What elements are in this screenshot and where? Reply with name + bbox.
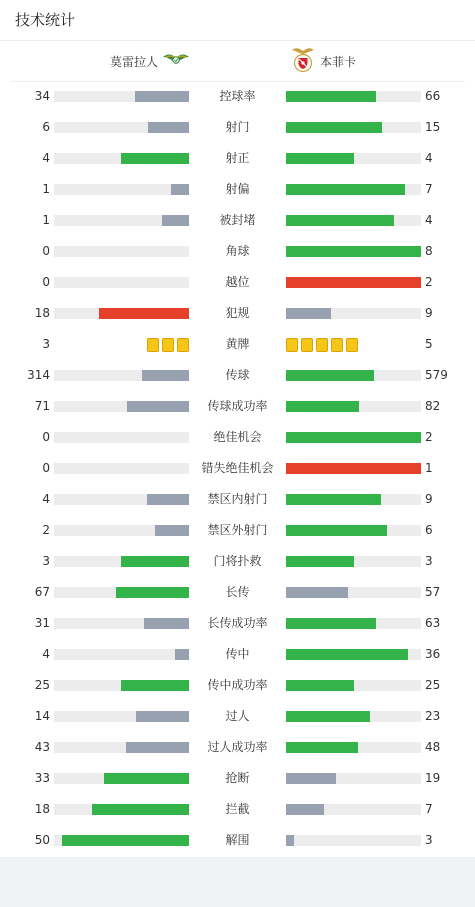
- away-stat-value: 23: [425, 709, 441, 723]
- moreirense-crest-icon: [162, 51, 190, 71]
- away-stat-bar: [286, 246, 421, 257]
- home-stat-bar: [121, 556, 189, 567]
- away-stat-bar: [286, 649, 408, 660]
- stat-row: [0, 112, 475, 143]
- away-stat-bar: [286, 618, 376, 629]
- home-stat-bar: [92, 804, 189, 815]
- stat-row: [0, 763, 475, 794]
- away-stat-bar-track: [286, 835, 421, 846]
- home-stat-value: 3: [42, 337, 50, 351]
- home-stat-bar-track: [54, 463, 189, 474]
- home-stat-value: 33: [34, 771, 50, 785]
- stat-label: 长传成功率: [207, 616, 268, 630]
- home-stat-bar-track: [54, 525, 189, 536]
- home-stat-bar-track: [54, 277, 189, 288]
- home-stat-bar: [162, 215, 189, 226]
- stat-row: [0, 422, 475, 453]
- home-stat-value: 0: [42, 275, 50, 289]
- home-stat-value: 1: [42, 182, 50, 196]
- home-stat-bar: [148, 122, 189, 133]
- away-stat-bar: [286, 835, 294, 846]
- home-stat-bar: [147, 494, 189, 505]
- away-stat-bar-track: [286, 711, 421, 722]
- away-stat-bar: [286, 773, 336, 784]
- stat-label: 过人: [225, 709, 250, 723]
- away-stat-value: 19: [425, 771, 441, 785]
- away-stat-bar: [286, 153, 354, 164]
- away-team[interactable]: [290, 41, 356, 81]
- home-team-name: 莫雷拉人: [109, 54, 158, 69]
- stat-row: [0, 732, 475, 763]
- away-stat-value: 9: [425, 492, 433, 506]
- away-stat-value: 36: [425, 647, 441, 661]
- away-stat-bar-track: [286, 587, 421, 598]
- away-stat-value: 3: [425, 833, 433, 847]
- away-stat-value: 82: [425, 399, 441, 413]
- stat-row: [0, 360, 475, 391]
- home-stat-value: 34: [34, 89, 50, 103]
- away-stat-bar: [286, 122, 382, 133]
- home-stat-value: 25: [34, 678, 50, 692]
- away-stat-bar-track: [286, 401, 421, 412]
- stat-label: 拦截: [225, 802, 250, 816]
- away-stat-bar: [286, 494, 381, 505]
- away-stat-value: 1: [425, 461, 433, 475]
- home-stat-value: 50: [34, 833, 50, 847]
- home-stat-bar-track: [54, 184, 189, 195]
- stat-label: 抢断: [225, 771, 250, 785]
- home-stat-bar: [155, 525, 189, 536]
- stat-row: [0, 515, 475, 546]
- stat-row: [0, 143, 475, 174]
- away-stat-bar-track: [286, 215, 421, 226]
- home-stat-bar: [136, 711, 189, 722]
- home-stat-bar: [121, 680, 189, 691]
- stat-row: [0, 639, 475, 670]
- bottom-spacer: [0, 857, 475, 907]
- away-stat-bar-track: [286, 91, 421, 102]
- away-stat-value: 4: [425, 151, 433, 165]
- home-stat-bar-track: [54, 494, 189, 505]
- stat-label: 解围: [225, 833, 250, 847]
- stat-row: [0, 81, 475, 112]
- stat-label: 传中: [225, 647, 250, 661]
- home-stat-value: 0: [42, 244, 50, 258]
- stat-row: [0, 608, 475, 639]
- away-stat-bar-track: [286, 556, 421, 567]
- away-stat-value: 579: [425, 368, 448, 382]
- home-stat-value: 71: [34, 399, 50, 413]
- home-stat-bar-track: [54, 122, 189, 133]
- home-stat-bar: [104, 773, 189, 784]
- home-stat-bar-track: [54, 680, 189, 691]
- away-stat-value: 7: [425, 802, 433, 816]
- stat-row: [0, 794, 475, 825]
- away-stat-value: 5: [425, 337, 433, 351]
- stat-label: 传球: [225, 368, 250, 382]
- home-stat-bar-track: [54, 370, 189, 381]
- home-stat-value: 2: [42, 523, 50, 537]
- home-stat-bar-track: [54, 587, 189, 598]
- home-stat-value: 14: [34, 709, 50, 723]
- away-stat-bar: [286, 184, 405, 195]
- away-stat-bar-track: [286, 773, 421, 784]
- away-stat-bar-track: [286, 246, 421, 257]
- away-team-name: 本菲卡: [320, 54, 357, 69]
- stat-row: [0, 236, 475, 267]
- stat-label: 角球: [225, 244, 250, 258]
- home-stat-bar: [126, 742, 189, 753]
- stat-label: 传中成功率: [207, 678, 268, 692]
- away-stat-bar-track: [286, 680, 421, 691]
- away-stat-value: 4: [425, 213, 433, 227]
- away-stat-bar: [286, 308, 331, 319]
- away-stat-bar-track: [286, 494, 421, 505]
- away-stat-value: 9: [425, 306, 433, 320]
- stat-label: 长传: [225, 585, 250, 599]
- away-stat-bar: [286, 804, 324, 815]
- stat-label: 错失绝佳机会: [201, 461, 274, 475]
- home-stat-bar: [135, 91, 189, 102]
- away-stat-value: 57: [425, 585, 441, 599]
- away-stat-bar: [286, 556, 354, 567]
- away-stat-value: 8: [425, 244, 433, 258]
- home-stat-value: 0: [42, 430, 50, 444]
- away-stat-value: 7: [425, 182, 433, 196]
- yellow-card-icon: [177, 338, 189, 352]
- stat-row: [0, 174, 475, 205]
- away-stat-value: 15: [425, 120, 441, 134]
- stat-label: 被封堵: [219, 213, 256, 227]
- home-stat-value: 18: [34, 802, 50, 816]
- home-stat-value: 1: [42, 213, 50, 227]
- home-stat-value: 31: [34, 616, 50, 630]
- home-stat-bar: [121, 153, 189, 164]
- benfica-crest-icon: [290, 45, 316, 77]
- stat-label: 射正: [225, 151, 250, 165]
- yellow-card-icon: [147, 338, 159, 352]
- away-stat-bar-track: [286, 742, 421, 753]
- home-stat-bar: [127, 401, 189, 412]
- yellow-card-icon: [286, 338, 298, 352]
- away-stat-bar: [286, 587, 348, 598]
- home-stat-bar-track: [54, 804, 189, 815]
- teams-header: [0, 41, 475, 81]
- away-stat-bar: [286, 432, 421, 443]
- home-stat-value: 43: [34, 740, 50, 754]
- away-stat-bar-track: [286, 370, 421, 381]
- away-stat-bar-track: [286, 525, 421, 536]
- away-stat-value: 25: [425, 678, 441, 692]
- home-stat-bar: [116, 587, 189, 598]
- home-stat-bar-track: [54, 618, 189, 629]
- home-yellow-cards: [147, 338, 189, 351]
- away-stat-bar-track: [286, 804, 421, 815]
- away-stat-bar-track: [286, 277, 421, 288]
- away-yellow-cards: [286, 338, 358, 351]
- away-stat-bar: [286, 91, 376, 102]
- stat-row: [0, 267, 475, 298]
- home-stat-value: 4: [42, 151, 50, 165]
- home-stat-value: 67: [34, 585, 50, 599]
- stat-row: [0, 484, 475, 515]
- away-stat-bar-track: [286, 184, 421, 195]
- home-stat-bar-track: [54, 556, 189, 567]
- away-stat-bar: [286, 463, 421, 474]
- stat-label: 控球率: [219, 89, 256, 103]
- yellow-card-icon: [162, 338, 174, 352]
- away-stat-bar: [286, 525, 387, 536]
- away-stat-bar: [286, 401, 359, 412]
- away-stat-bar: [286, 680, 354, 691]
- home-stat-bar: [142, 370, 189, 381]
- home-team[interactable]: [110, 41, 190, 81]
- home-stat-value: 4: [42, 492, 50, 506]
- stat-label: 禁区内射门: [207, 492, 268, 506]
- home-stat-bar-track: [54, 215, 189, 226]
- stat-row: [0, 205, 475, 236]
- home-stat-bar-track: [54, 91, 189, 102]
- home-stat-value: 314: [27, 368, 50, 382]
- away-stat-bar-track: [286, 463, 421, 474]
- away-stat-bar-track: [286, 153, 421, 164]
- home-stat-value: 0: [42, 461, 50, 475]
- stat-label: 犯规: [225, 306, 250, 320]
- away-stat-bar: [286, 742, 358, 753]
- away-stat-value: 2: [425, 275, 433, 289]
- away-stat-bar-track: [286, 618, 421, 629]
- home-stat-bar-track: [54, 401, 189, 412]
- stat-row: [0, 670, 475, 701]
- home-stat-bar-track: [54, 742, 189, 753]
- home-stat-bar: [175, 649, 189, 660]
- away-stat-value: 3: [425, 554, 433, 568]
- stat-row: [0, 825, 475, 856]
- stat-row: [0, 329, 475, 360]
- stat-label: 绝佳机会: [213, 430, 262, 444]
- away-stat-bar: [286, 370, 374, 381]
- away-stat-value: 6: [425, 523, 433, 537]
- home-stat-bar-track: [54, 153, 189, 164]
- yellow-card-icon: [316, 338, 328, 352]
- away-stat-value: 66: [425, 89, 441, 103]
- away-stat-value: 63: [425, 616, 441, 630]
- away-stat-bar: [286, 711, 370, 722]
- stat-label: 过人成功率: [207, 740, 268, 754]
- home-stat-bar-track: [54, 711, 189, 722]
- home-stat-value: 4: [42, 647, 50, 661]
- stat-label: 射偏: [225, 182, 250, 196]
- stat-label: 禁区外射门: [207, 523, 268, 537]
- stat-label: 传球成功率: [207, 399, 268, 413]
- home-stat-bar-track: [54, 773, 189, 784]
- home-stat-bar-track: [54, 432, 189, 443]
- away-stat-value: 48: [425, 740, 441, 754]
- home-stat-bar-track: [54, 835, 189, 846]
- home-stat-bar-track: [54, 246, 189, 257]
- away-stat-bar-track: [286, 122, 421, 133]
- away-stat-bar: [286, 215, 394, 226]
- stat-row: [0, 577, 475, 608]
- home-stat-value: 6: [42, 120, 50, 134]
- home-stat-value: 18: [34, 306, 50, 320]
- home-stat-bar-track: [54, 308, 189, 319]
- stat-label: 射门: [225, 120, 250, 134]
- away-stat-bar-track: [286, 432, 421, 443]
- stat-label: 黄牌: [225, 337, 250, 351]
- away-stat-bar: [286, 277, 421, 288]
- stat-row: [0, 701, 475, 732]
- yellow-card-icon: [301, 338, 313, 352]
- home-stat-value: 3: [42, 554, 50, 568]
- stat-row: [0, 453, 475, 484]
- home-stat-bar: [171, 184, 189, 195]
- home-stat-bar: [99, 308, 189, 319]
- stat-label: 越位: [225, 275, 250, 289]
- stat-row: [0, 546, 475, 577]
- stat-row: [0, 298, 475, 329]
- yellow-card-icon: [331, 338, 343, 352]
- away-stat-value: 2: [425, 430, 433, 444]
- page-title: 技术统计: [15, 11, 76, 29]
- away-stat-bar-track: [286, 308, 421, 319]
- away-stat-bar-track: [286, 649, 421, 660]
- stat-label: 门将扑救: [213, 554, 262, 568]
- yellow-card-icon: [346, 338, 358, 352]
- home-stat-bar: [144, 618, 189, 629]
- home-stat-bar: [62, 835, 189, 846]
- stat-row: [0, 391, 475, 422]
- home-stat-bar-track: [54, 649, 189, 660]
